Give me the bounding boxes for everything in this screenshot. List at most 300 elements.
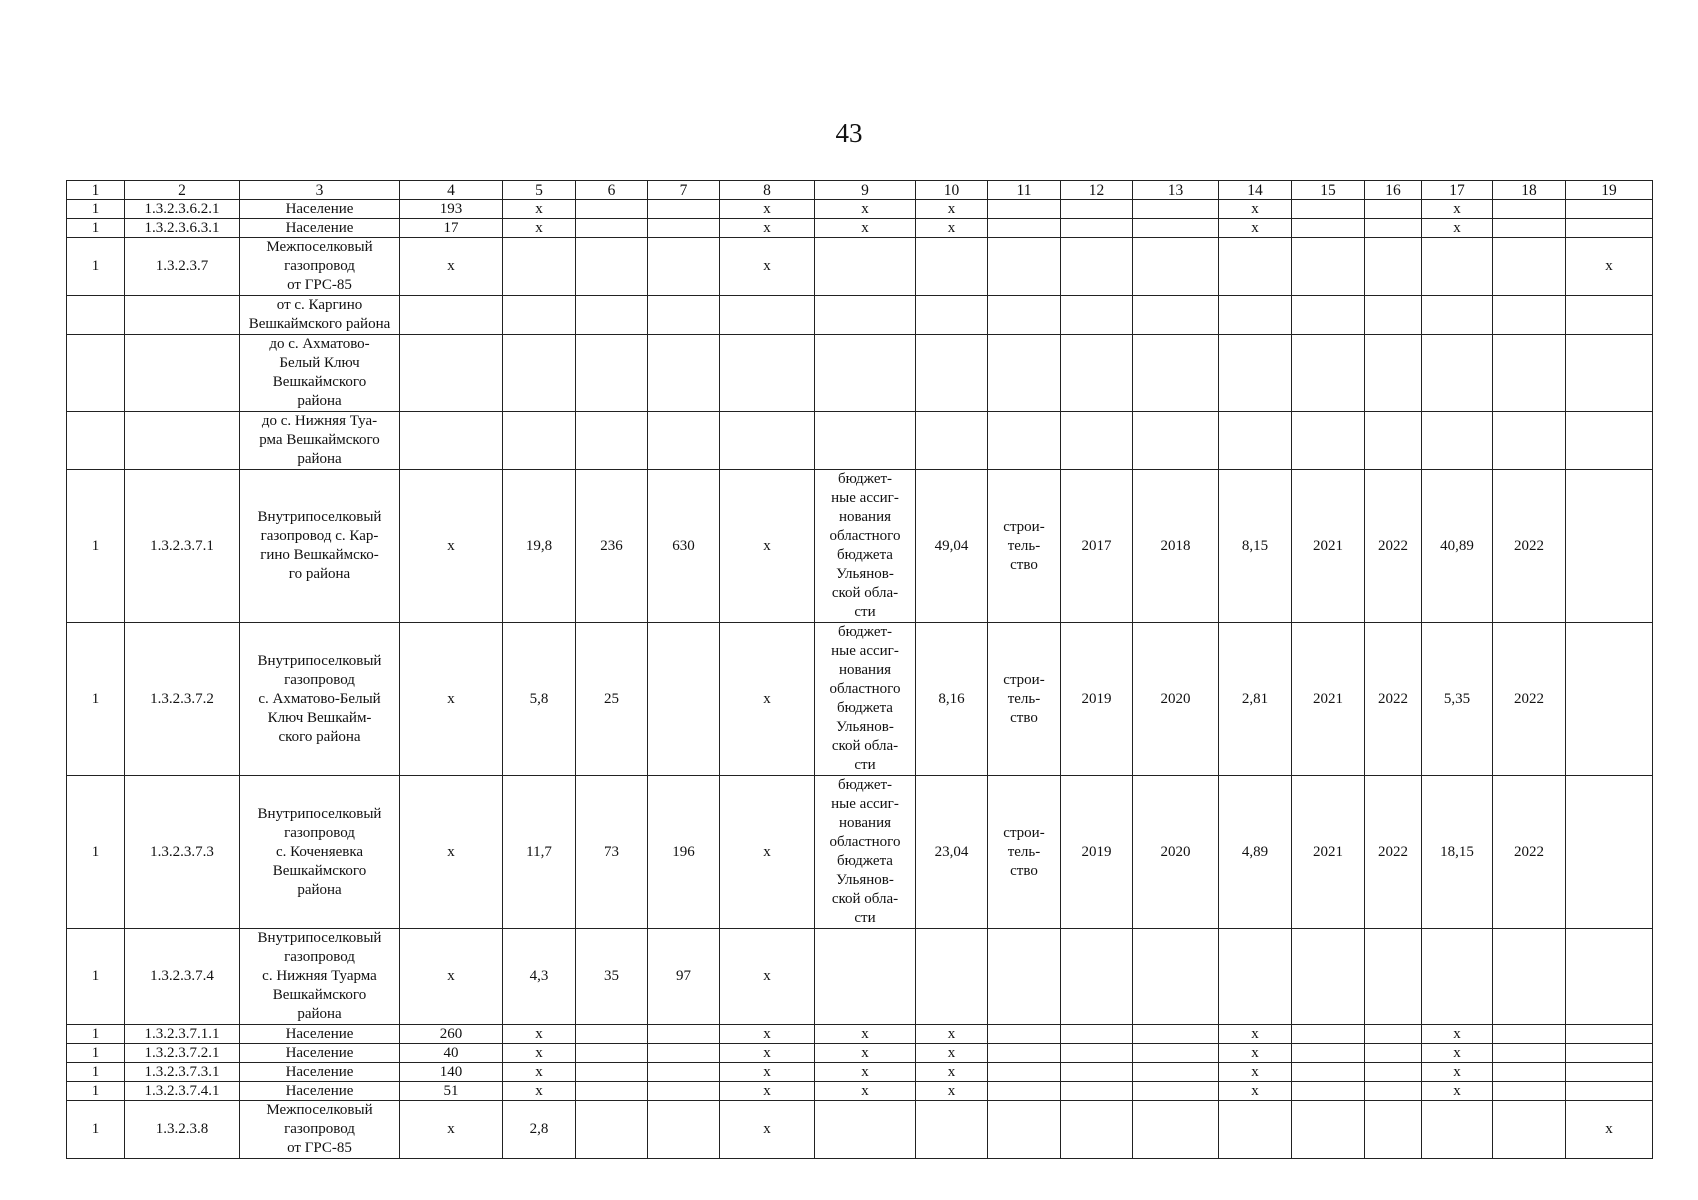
table-cell: 2022 bbox=[1493, 470, 1566, 623]
table-cell: 40,89 bbox=[1422, 470, 1493, 623]
table-row bbox=[67, 200, 1653, 219]
table-cell: x bbox=[720, 1025, 815, 1044]
table-cell: x bbox=[815, 1063, 916, 1082]
table-cell: 1 bbox=[67, 1101, 125, 1159]
table-cell: 2017 bbox=[1061, 470, 1133, 623]
table-cell: x bbox=[916, 1025, 988, 1044]
table-cell: 2018 bbox=[1133, 470, 1219, 623]
table-cell: x bbox=[1422, 200, 1493, 219]
table-cell bbox=[125, 412, 240, 470]
table-cell: 1.3.2.3.8 bbox=[125, 1101, 240, 1159]
table-cell bbox=[1292, 296, 1365, 335]
table-cell bbox=[503, 335, 576, 412]
header-cell: 2 bbox=[125, 181, 240, 200]
table-cell: x bbox=[1219, 1044, 1292, 1063]
table-cell: x bbox=[720, 776, 815, 929]
table-cell: x bbox=[916, 1063, 988, 1082]
table-cell: x bbox=[916, 1044, 988, 1063]
table-cell bbox=[988, 1101, 1061, 1159]
table-cell bbox=[648, 335, 720, 412]
table-cell: 35 bbox=[576, 929, 648, 1025]
table-cell: x bbox=[1422, 1044, 1493, 1063]
table-cell bbox=[1493, 1063, 1566, 1082]
table-cell: x bbox=[1219, 1063, 1292, 1082]
table-cell: x bbox=[400, 238, 503, 296]
table-cell: 2020 bbox=[1133, 623, 1219, 776]
table-cell bbox=[1292, 412, 1365, 470]
table-cell: бюджет- ные ассиг- нования областного бюджета Ульянов- ской обла- сти bbox=[815, 470, 916, 623]
table-cell bbox=[1365, 296, 1422, 335]
table-cell bbox=[1566, 296, 1653, 335]
table-cell: 2021 bbox=[1292, 623, 1365, 776]
table-cell: x bbox=[1219, 200, 1292, 219]
table-cell: 2022 bbox=[1493, 623, 1566, 776]
table-cell bbox=[1133, 929, 1219, 1025]
table-cell bbox=[1061, 1044, 1133, 1063]
table-cell: x bbox=[720, 623, 815, 776]
table-cell bbox=[1365, 238, 1422, 296]
table-cell bbox=[1365, 200, 1422, 219]
table-cell bbox=[916, 296, 988, 335]
header-cell: 5 bbox=[503, 181, 576, 200]
table-cell bbox=[1061, 1063, 1133, 1082]
table-cell: 260 bbox=[400, 1025, 503, 1044]
table-cell bbox=[1292, 1044, 1365, 1063]
table-cell bbox=[67, 335, 125, 412]
table-cell bbox=[1133, 1101, 1219, 1159]
table-cell bbox=[1133, 1025, 1219, 1044]
table-cell: 2,8 bbox=[503, 1101, 576, 1159]
table-cell: Внутрипоселковый газопровод с. Ахматово-Белый Ключ Вешкайм- ского района bbox=[240, 623, 400, 776]
table-cell bbox=[1493, 1044, 1566, 1063]
table-cell: x bbox=[815, 1082, 916, 1101]
table-cell bbox=[648, 1082, 720, 1101]
table-row bbox=[67, 1044, 1653, 1063]
table-cell bbox=[1061, 929, 1133, 1025]
table-cell bbox=[815, 412, 916, 470]
table-cell: строи- тель- ство bbox=[988, 776, 1061, 929]
table-cell: 4,3 bbox=[503, 929, 576, 1025]
table-cell: 2,81 bbox=[1219, 623, 1292, 776]
header-cell: 17 bbox=[1422, 181, 1493, 200]
header-cell: 7 bbox=[648, 181, 720, 200]
table-cell: x bbox=[400, 776, 503, 929]
table-cell bbox=[648, 200, 720, 219]
table-row bbox=[67, 623, 1653, 776]
table-row bbox=[67, 1082, 1653, 1101]
table-cell bbox=[1365, 929, 1422, 1025]
table-cell bbox=[1219, 335, 1292, 412]
table-cell bbox=[1422, 296, 1493, 335]
table-cell: 8,15 bbox=[1219, 470, 1292, 623]
table-cell: 19,8 bbox=[503, 470, 576, 623]
table-cell: Население bbox=[240, 219, 400, 238]
table-cell bbox=[67, 412, 125, 470]
table-cell: x bbox=[916, 219, 988, 238]
table-row bbox=[67, 335, 1653, 412]
table-cell: x bbox=[400, 1101, 503, 1159]
table-cell bbox=[988, 1063, 1061, 1082]
table-cell: 5,35 bbox=[1422, 623, 1493, 776]
table-cell: x bbox=[1219, 219, 1292, 238]
table-cell: 1 bbox=[67, 1044, 125, 1063]
header-cell: 13 bbox=[1133, 181, 1219, 200]
table-cell: 25 bbox=[576, 623, 648, 776]
header-cell: 16 bbox=[1365, 181, 1422, 200]
table-cell: Межпоселковый газопровод от ГРС-85 bbox=[240, 238, 400, 296]
table-cell: x bbox=[720, 1101, 815, 1159]
table-cell: x bbox=[1566, 1101, 1653, 1159]
table-cell: Население bbox=[240, 200, 400, 219]
table-cell bbox=[1493, 296, 1566, 335]
table-cell bbox=[720, 412, 815, 470]
table-cell bbox=[503, 296, 576, 335]
table-cell: x bbox=[503, 219, 576, 238]
header-cell: 4 bbox=[400, 181, 503, 200]
table-cell bbox=[1566, 1082, 1653, 1101]
table-cell: 1 bbox=[67, 1063, 125, 1082]
table-cell bbox=[1133, 200, 1219, 219]
table-cell: x bbox=[503, 1025, 576, 1044]
table-cell bbox=[1493, 1082, 1566, 1101]
table-cell: 2022 bbox=[1365, 623, 1422, 776]
table-cell bbox=[1566, 219, 1653, 238]
table-cell: x bbox=[815, 1044, 916, 1063]
header-cell: 9 bbox=[815, 181, 916, 200]
table-cell bbox=[988, 238, 1061, 296]
header-cell: 10 bbox=[916, 181, 988, 200]
table-cell: x bbox=[916, 200, 988, 219]
table-cell bbox=[576, 296, 648, 335]
table-cell: 1 bbox=[67, 776, 125, 929]
table-cell bbox=[1422, 929, 1493, 1025]
table-cell bbox=[1133, 335, 1219, 412]
table-cell: 2020 bbox=[1133, 776, 1219, 929]
table-cell: x bbox=[720, 219, 815, 238]
table-cell bbox=[1365, 219, 1422, 238]
table-cell bbox=[1292, 335, 1365, 412]
table-cell bbox=[1566, 1025, 1653, 1044]
table-row bbox=[67, 470, 1653, 623]
table-cell bbox=[1365, 412, 1422, 470]
table-cell: 1.3.2.3.6.2.1 bbox=[125, 200, 240, 219]
header-cell: 14 bbox=[1219, 181, 1292, 200]
table-cell bbox=[1365, 1101, 1422, 1159]
table-cell: 2019 bbox=[1061, 623, 1133, 776]
table-cell bbox=[576, 1063, 648, 1082]
table-cell: x bbox=[720, 1044, 815, 1063]
table-cell bbox=[648, 1063, 720, 1082]
table-cell: 73 bbox=[576, 776, 648, 929]
table-cell: до с. Нижняя Туа- рма Вешкаймского района bbox=[240, 412, 400, 470]
header-cell: 19 bbox=[1566, 181, 1653, 200]
table-cell bbox=[1292, 1082, 1365, 1101]
table-row bbox=[67, 1101, 1653, 1159]
table-cell bbox=[648, 1025, 720, 1044]
table-cell bbox=[1566, 470, 1653, 623]
table-cell: x bbox=[916, 1082, 988, 1101]
table-cell: 1.3.2.3.7.2.1 bbox=[125, 1044, 240, 1063]
table-cell bbox=[1219, 412, 1292, 470]
header-row bbox=[67, 181, 1653, 200]
table-cell: x bbox=[503, 1082, 576, 1101]
table-cell: 2021 bbox=[1292, 776, 1365, 929]
table-cell: 1.3.2.3.7.2 bbox=[125, 623, 240, 776]
table-cell bbox=[400, 412, 503, 470]
table-cell bbox=[988, 1044, 1061, 1063]
table-cell: 49,04 bbox=[916, 470, 988, 623]
table-cell: 1.3.2.3.7.3.1 bbox=[125, 1063, 240, 1082]
table-cell: 23,04 bbox=[916, 776, 988, 929]
table-cell bbox=[648, 1101, 720, 1159]
table-cell bbox=[576, 1044, 648, 1063]
table-cell bbox=[576, 219, 648, 238]
table-cell: x bbox=[1422, 1082, 1493, 1101]
table-cell: 2022 bbox=[1365, 776, 1422, 929]
table-cell bbox=[1133, 412, 1219, 470]
table-cell bbox=[1133, 1044, 1219, 1063]
table-cell: x bbox=[1219, 1025, 1292, 1044]
table-cell bbox=[916, 412, 988, 470]
table-cell: 236 bbox=[576, 470, 648, 623]
table-cell bbox=[1566, 929, 1653, 1025]
table-cell: 51 bbox=[400, 1082, 503, 1101]
table-cell: 1.3.2.3.7.4 bbox=[125, 929, 240, 1025]
table-cell bbox=[400, 335, 503, 412]
table-cell bbox=[916, 238, 988, 296]
table-cell bbox=[988, 412, 1061, 470]
table-cell bbox=[1422, 238, 1493, 296]
table-cell: 1 bbox=[67, 470, 125, 623]
table-cell bbox=[576, 412, 648, 470]
table-cell: x bbox=[815, 200, 916, 219]
table-cell bbox=[1219, 238, 1292, 296]
header-cell: 6 bbox=[576, 181, 648, 200]
table-cell: 1 bbox=[67, 1025, 125, 1044]
table-cell: 1 bbox=[67, 623, 125, 776]
table-cell: x bbox=[1422, 1063, 1493, 1082]
table-row bbox=[67, 776, 1653, 929]
table-cell bbox=[988, 929, 1061, 1025]
table-cell: бюджет- ные ассиг- нования областного бюджета Ульянов- ской обла- сти bbox=[815, 776, 916, 929]
table-cell: 140 bbox=[400, 1063, 503, 1082]
table-cell: 1 bbox=[67, 929, 125, 1025]
table-cell bbox=[1493, 1025, 1566, 1044]
table-cell bbox=[1292, 200, 1365, 219]
table-cell bbox=[1133, 1082, 1219, 1101]
table-cell bbox=[1061, 296, 1133, 335]
table-cell bbox=[576, 1082, 648, 1101]
table-cell: 2019 bbox=[1061, 776, 1133, 929]
table-cell: 193 bbox=[400, 200, 503, 219]
table-cell: Внутрипоселковый газопровод с. Коченяевка Вешкаймского района bbox=[240, 776, 400, 929]
table-cell: 1.3.2.3.6.3.1 bbox=[125, 219, 240, 238]
table-cell: 1.3.2.3.7.3 bbox=[125, 776, 240, 929]
table-cell bbox=[648, 219, 720, 238]
table-cell: 1 bbox=[67, 219, 125, 238]
table-cell bbox=[67, 296, 125, 335]
page-number: 43 bbox=[835, 118, 863, 148]
table-cell bbox=[815, 1101, 916, 1159]
table-cell bbox=[648, 296, 720, 335]
table-cell: 8,16 bbox=[916, 623, 988, 776]
table-cell bbox=[1365, 1025, 1422, 1044]
table-cell: x bbox=[400, 929, 503, 1025]
table-row bbox=[67, 219, 1653, 238]
table-cell: 1.3.2.3.7.1 bbox=[125, 470, 240, 623]
table-cell bbox=[400, 296, 503, 335]
table-cell: 5,8 bbox=[503, 623, 576, 776]
table-cell bbox=[576, 1101, 648, 1159]
table-cell: 40 bbox=[400, 1044, 503, 1063]
table-cell: x bbox=[720, 929, 815, 1025]
table-cell bbox=[916, 1101, 988, 1159]
table-cell: x bbox=[720, 470, 815, 623]
table-cell: 18,15 bbox=[1422, 776, 1493, 929]
table-cell: 1 bbox=[67, 1082, 125, 1101]
table-cell bbox=[988, 335, 1061, 412]
table-cell bbox=[1292, 929, 1365, 1025]
table-cell bbox=[1566, 623, 1653, 776]
table-row bbox=[67, 238, 1653, 296]
table-cell: x bbox=[1422, 219, 1493, 238]
table-cell bbox=[1365, 335, 1422, 412]
table-cell bbox=[1292, 238, 1365, 296]
table-cell: x bbox=[815, 1025, 916, 1044]
table-cell bbox=[1493, 412, 1566, 470]
table-cell bbox=[1292, 219, 1365, 238]
header-cell: 3 bbox=[240, 181, 400, 200]
table-cell bbox=[988, 296, 1061, 335]
table-cell bbox=[1061, 238, 1133, 296]
table-cell: 630 bbox=[648, 470, 720, 623]
table-cell bbox=[815, 238, 916, 296]
table-cell bbox=[648, 238, 720, 296]
table-cell bbox=[1493, 929, 1566, 1025]
table-cell: 1 bbox=[67, 238, 125, 296]
table-cell: x bbox=[720, 200, 815, 219]
table-body bbox=[67, 181, 1653, 1159]
table-cell bbox=[503, 412, 576, 470]
table-cell bbox=[1493, 1101, 1566, 1159]
table-row bbox=[67, 412, 1653, 470]
table-cell: бюджет- ные ассиг- нования областного бюджета Ульянов- ской обла- сти bbox=[815, 623, 916, 776]
table-cell: 2022 bbox=[1493, 776, 1566, 929]
table-cell bbox=[1292, 1025, 1365, 1044]
table-row bbox=[67, 296, 1653, 335]
table-row bbox=[67, 1063, 1653, 1082]
table-cell bbox=[720, 335, 815, 412]
table-cell bbox=[648, 623, 720, 776]
table-cell bbox=[1061, 412, 1133, 470]
table-cell bbox=[576, 1025, 648, 1044]
table-cell: x bbox=[1422, 1025, 1493, 1044]
table-cell: x bbox=[400, 623, 503, 776]
table-cell: 1.3.2.3.7 bbox=[125, 238, 240, 296]
table-row bbox=[67, 1025, 1653, 1044]
table-cell bbox=[1061, 335, 1133, 412]
table-cell bbox=[576, 200, 648, 219]
table-cell: 1 bbox=[67, 200, 125, 219]
table-cell: строи- тель- ство bbox=[988, 470, 1061, 623]
table-cell: x bbox=[1219, 1082, 1292, 1101]
header-cell: 18 bbox=[1493, 181, 1566, 200]
table-cell: x bbox=[503, 1044, 576, 1063]
table-cell: 17 bbox=[400, 219, 503, 238]
header-cell: 8 bbox=[720, 181, 815, 200]
table-cell: до с. Ахматово- Белый Ключ Вешкаймского района bbox=[240, 335, 400, 412]
table-cell: Межпоселковый газопровод от ГРС-85 bbox=[240, 1101, 400, 1159]
table-cell: x bbox=[503, 200, 576, 219]
table-cell bbox=[1133, 1063, 1219, 1082]
table-cell: x bbox=[400, 470, 503, 623]
table-cell bbox=[1422, 335, 1493, 412]
table-cell bbox=[1493, 200, 1566, 219]
table-cell bbox=[988, 1025, 1061, 1044]
table-cell bbox=[988, 200, 1061, 219]
table-cell bbox=[720, 296, 815, 335]
header-cell: 12 bbox=[1061, 181, 1133, 200]
table-cell: 4,89 bbox=[1219, 776, 1292, 929]
table-cell bbox=[1219, 929, 1292, 1025]
table-cell bbox=[1133, 296, 1219, 335]
table-cell: Население bbox=[240, 1063, 400, 1082]
table-cell bbox=[815, 335, 916, 412]
table-cell bbox=[1493, 219, 1566, 238]
table-cell: Население bbox=[240, 1082, 400, 1101]
table-cell bbox=[1292, 1101, 1365, 1159]
table-cell bbox=[1566, 1044, 1653, 1063]
table-cell bbox=[1422, 1101, 1493, 1159]
table-cell: x bbox=[720, 238, 815, 296]
table-cell bbox=[648, 1044, 720, 1063]
table-cell bbox=[815, 929, 916, 1025]
table-cell bbox=[1566, 335, 1653, 412]
table-cell: Внутрипоселковый газопровод с. Нижняя Туарма Вешкаймского района bbox=[240, 929, 400, 1025]
table-cell bbox=[576, 238, 648, 296]
table-cell: 1.3.2.3.7.1.1 bbox=[125, 1025, 240, 1044]
table-cell: x bbox=[1566, 238, 1653, 296]
table-cell: Население bbox=[240, 1025, 400, 1044]
table-cell: 2022 bbox=[1365, 470, 1422, 623]
table-cell bbox=[576, 335, 648, 412]
table-cell bbox=[988, 219, 1061, 238]
table-row bbox=[67, 929, 1653, 1025]
table-cell bbox=[1061, 1101, 1133, 1159]
table-cell bbox=[1061, 1025, 1133, 1044]
table-cell: 196 bbox=[648, 776, 720, 929]
table-cell: x bbox=[720, 1063, 815, 1082]
table-cell bbox=[503, 238, 576, 296]
table-cell: Население bbox=[240, 1044, 400, 1063]
table-cell bbox=[916, 929, 988, 1025]
table-cell bbox=[815, 296, 916, 335]
table-cell bbox=[916, 335, 988, 412]
table-cell: строи- тель- ство bbox=[988, 623, 1061, 776]
header-cell: 15 bbox=[1292, 181, 1365, 200]
table-cell: x bbox=[720, 1082, 815, 1101]
header-cell: 11 bbox=[988, 181, 1061, 200]
table-cell: 97 bbox=[648, 929, 720, 1025]
table-cell bbox=[1365, 1082, 1422, 1101]
table-cell bbox=[1566, 200, 1653, 219]
table-cell bbox=[1219, 1101, 1292, 1159]
table-cell bbox=[125, 296, 240, 335]
table-cell bbox=[1061, 200, 1133, 219]
header-cell: 1 bbox=[67, 181, 125, 200]
table-cell bbox=[1292, 1063, 1365, 1082]
data-table bbox=[66, 180, 1653, 1159]
